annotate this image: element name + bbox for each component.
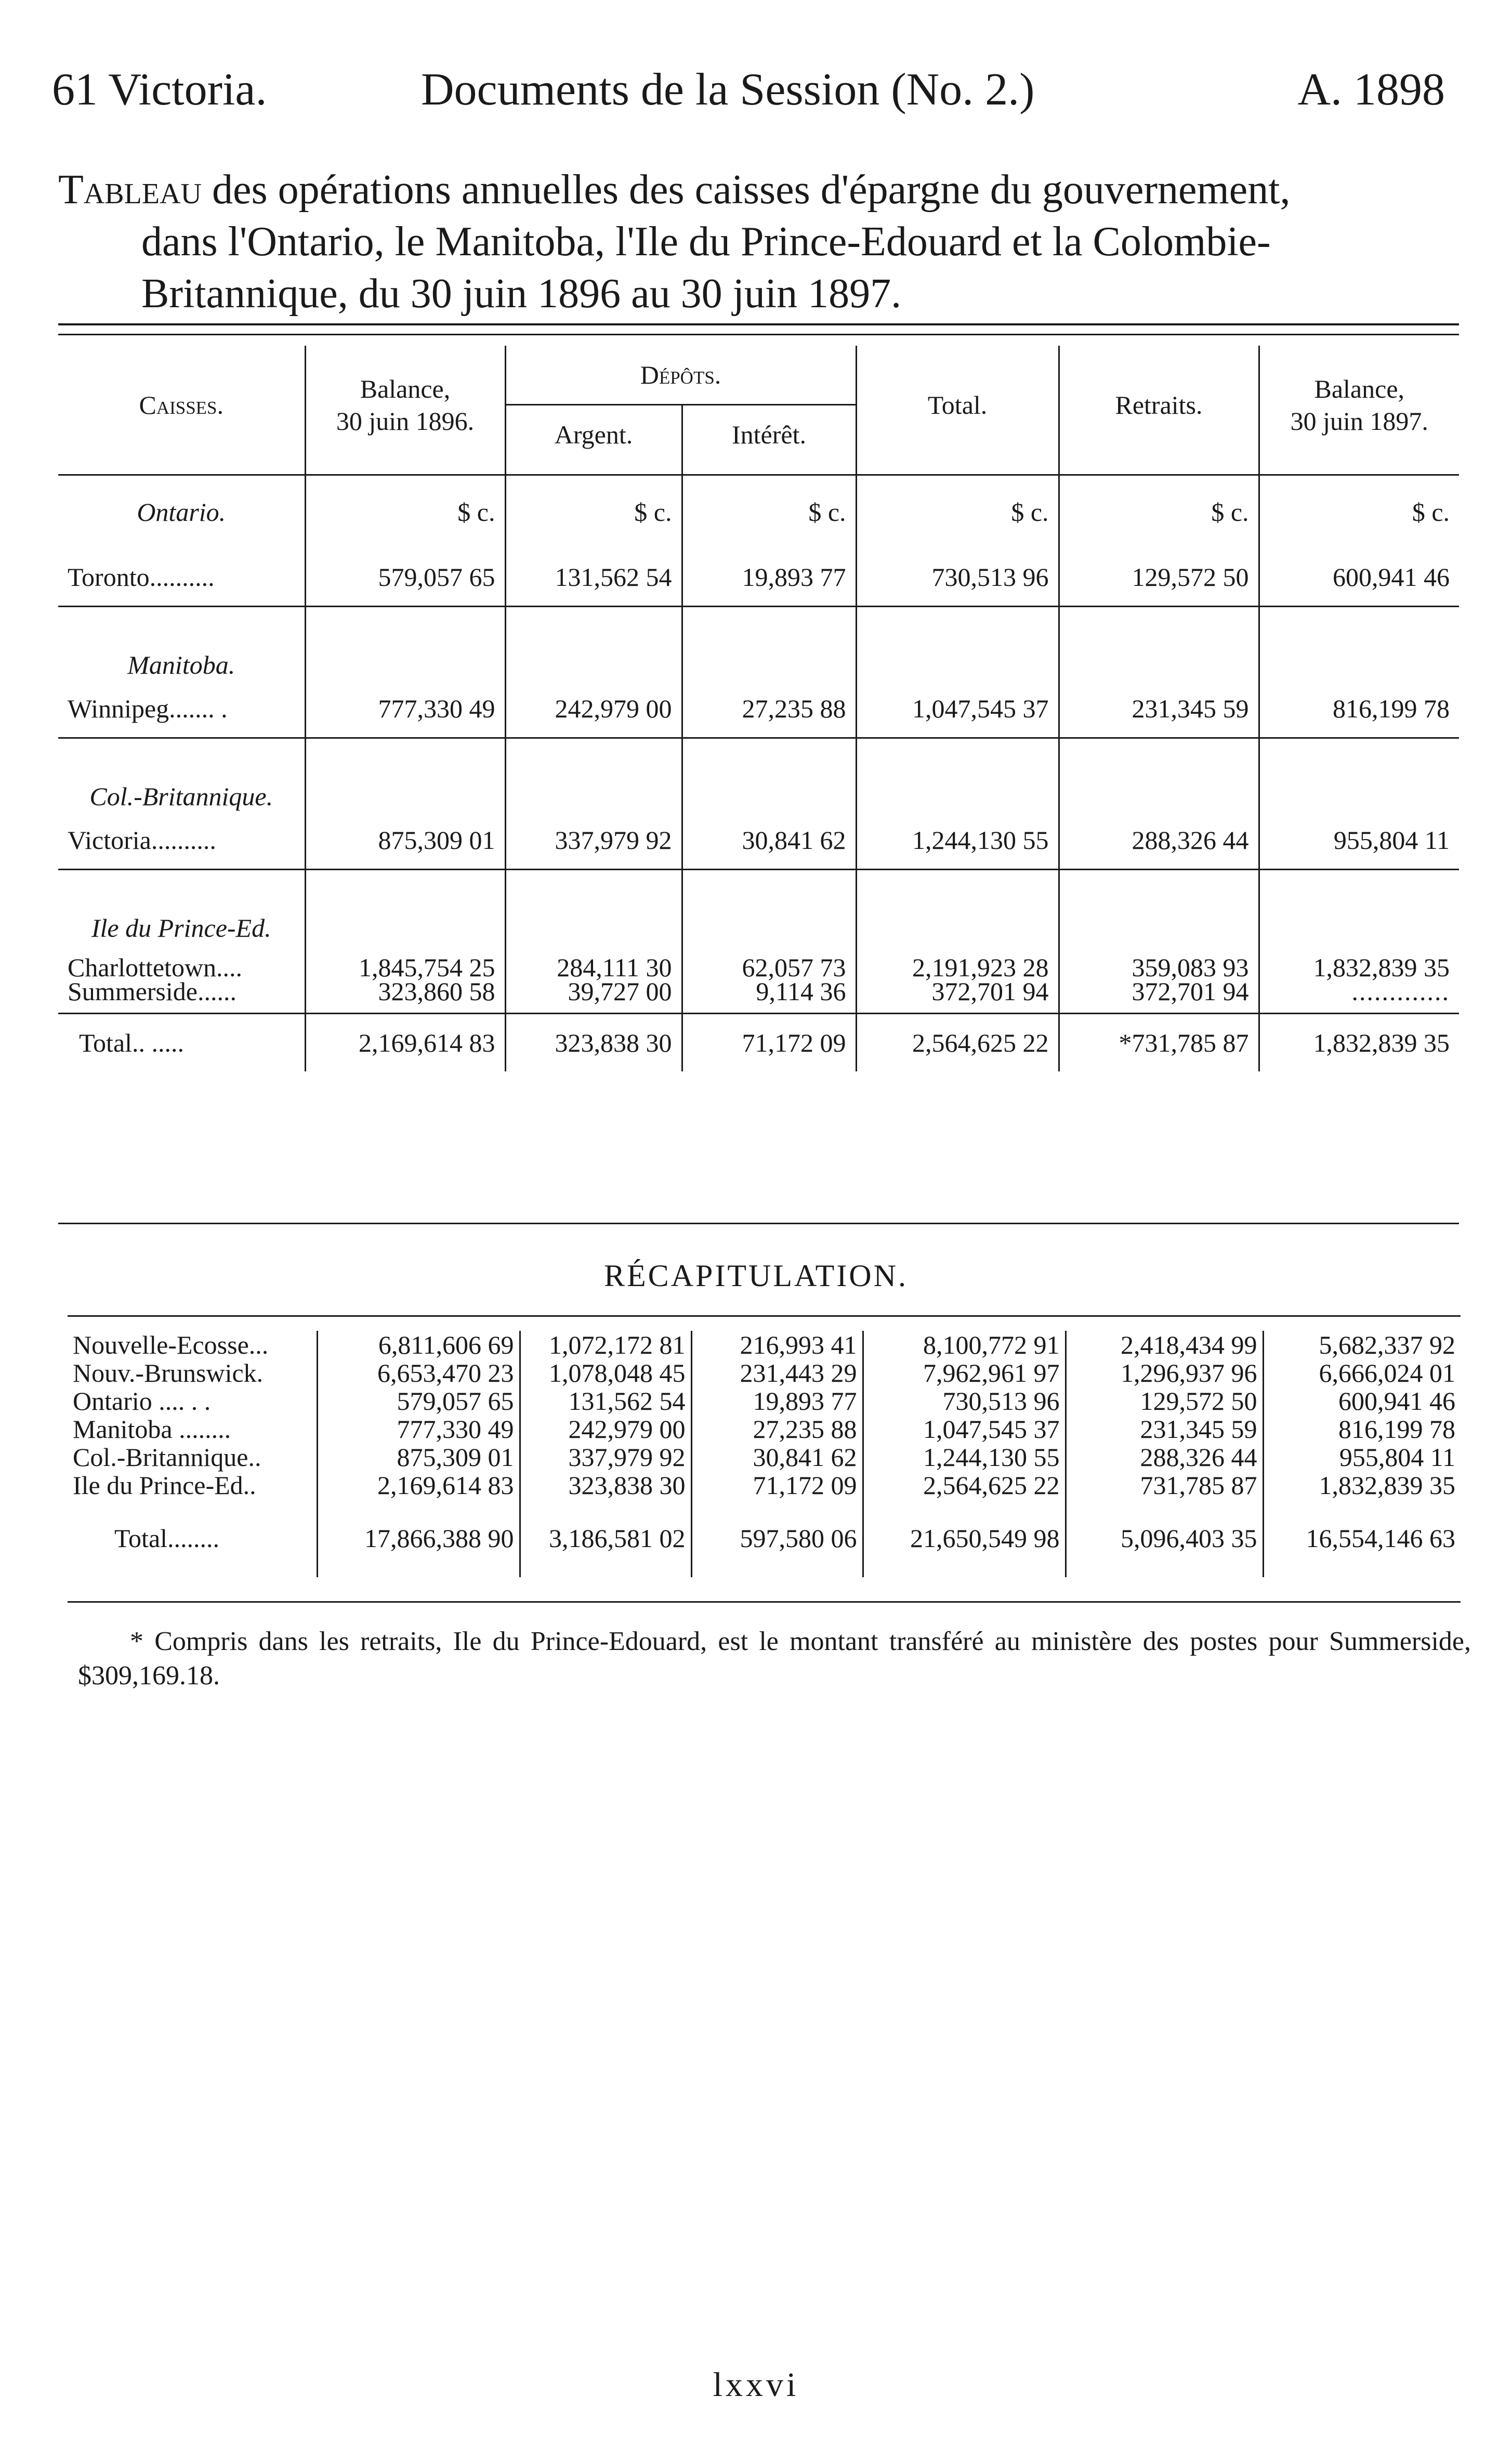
table-bottom-rule: [58, 1223, 1459, 1224]
cell: 39,727 00: [505, 979, 682, 1014]
cell: 30,841 62: [691, 1443, 863, 1471]
cell: 323,838 30: [505, 1014, 682, 1072]
cell: 730,513 96: [863, 1387, 1066, 1415]
unit-label: $ c.: [305, 475, 505, 549]
cell: 19,893 77: [691, 1387, 863, 1415]
row-name: Total.. .....: [79, 1028, 185, 1057]
row-name: Toronto..........: [58, 548, 305, 607]
header-caisses: Caisses.: [139, 390, 224, 420]
cell: 955,804 11: [1263, 1443, 1461, 1471]
cell: 597,580 06: [691, 1499, 863, 1577]
cell: 284,111 30: [505, 943, 682, 979]
recap-row: [68, 1415, 1461, 1443]
cell: 2,169,614 83: [317, 1471, 520, 1499]
province-ontario: Ontario.: [137, 497, 226, 527]
row-name: Ontario .... . .: [73, 1386, 211, 1416]
province-colombie-britannique: Col.-Britannique.: [89, 782, 273, 811]
cell: 129,572 50: [1066, 1387, 1263, 1415]
title-lead: Tableau: [58, 167, 202, 213]
header-total: Total.: [856, 346, 1059, 464]
cell: 8,100,772 91: [863, 1331, 1066, 1359]
cell: 2,191,923 28: [856, 943, 1059, 979]
cell: 9,114 36: [682, 979, 856, 1014]
header-depots: Dépôts.: [505, 346, 856, 405]
cell: 579,057 65: [305, 548, 505, 607]
row-name: Victoria..........: [58, 811, 305, 870]
cell: 71,172 09: [691, 1471, 863, 1499]
top-double-rule-upper: [58, 323, 1459, 325]
cell: 7,962,961 97: [863, 1359, 1066, 1387]
title-line-3: Britannique, du 30 juin 1896 au 30 juin 1897.: [141, 271, 902, 317]
unit-label: $ c.: [856, 475, 1059, 549]
cell: 242,979 00: [505, 680, 682, 738]
cell: 3,186,581 02: [520, 1499, 691, 1577]
cell: 337,979 92: [520, 1443, 691, 1471]
cell: 216,993 41: [691, 1331, 863, 1359]
cell: 2,169,614 83: [305, 1014, 505, 1072]
savings-bank-table: [58, 346, 1459, 1071]
cell: 1,832,839 35: [1259, 943, 1459, 979]
row-name: Charlottetown....: [68, 953, 243, 982]
cell: 323,860 58: [305, 979, 505, 1014]
recap-row: [68, 1443, 1461, 1471]
recap-row: [68, 1471, 1461, 1499]
header-interet: Intérêt.: [682, 405, 856, 464]
cell: 21,650,549 98: [863, 1499, 1066, 1577]
cell: 231,345 59: [1059, 680, 1259, 738]
cell: 579,057 65: [317, 1387, 520, 1415]
cell: 323,838 30: [520, 1471, 691, 1499]
cell: 731,785 87: [1066, 1471, 1263, 1499]
table-row: [58, 811, 1459, 870]
table-row: [58, 943, 1459, 979]
cell: 730,513 96: [856, 548, 1059, 607]
cell: 27,235 88: [691, 1415, 863, 1443]
cell: *731,785 87: [1059, 1014, 1259, 1072]
cell: 6,653,470 23: [317, 1359, 520, 1387]
cell: 372,701 94: [1059, 979, 1259, 1014]
cell: 955,804 11: [1259, 811, 1459, 870]
header-document-title: Documents de la Session (No. 2.): [421, 64, 1035, 115]
total-row: [58, 1014, 1459, 1072]
cell: 288,326 44: [1059, 811, 1259, 870]
cell: 359,083 93: [1059, 943, 1259, 979]
recap-row: [68, 1359, 1461, 1387]
cell: 600,941 46: [1259, 548, 1459, 607]
cell: 816,199 78: [1259, 680, 1459, 738]
cell: 777,330 49: [317, 1415, 520, 1443]
header-argent: Argent.: [505, 405, 682, 464]
cell: 71,172 09: [682, 1014, 856, 1072]
footnote: * Compris dans les retraits, Ile du Prince-Edouard, est le montant transféré au ministère des postes pour Summerside, $309,169.18.: [78, 1627, 1471, 1691]
row-name: Winnipeg....... .: [58, 680, 305, 738]
province-manitoba: Manitoba.: [127, 650, 235, 679]
cell: 1,047,545 37: [856, 680, 1059, 738]
title-line-1: des opérations annuelles des caisses d'épargne du gouvernement,: [201, 167, 1291, 213]
header-session: 61 Victoria.: [52, 64, 267, 115]
cell: 1,244,130 55: [856, 811, 1059, 870]
cell: 242,979 00: [520, 1415, 691, 1443]
cell: 600,941 46: [1263, 1387, 1461, 1415]
header-year: A. 1898: [1297, 64, 1445, 115]
units-row: [58, 475, 1459, 549]
cell: 1,244,130 55: [863, 1443, 1066, 1471]
province-ile-du-prince-edouard: Ile du Prince-Ed.: [91, 913, 271, 942]
table-row: [58, 979, 1459, 1014]
row-name: Ile du Prince-Ed..: [73, 1471, 256, 1500]
cell: 288,326 44: [1066, 1443, 1263, 1471]
cell: 875,309 01: [305, 811, 505, 870]
cell: 2,564,625 22: [863, 1471, 1066, 1499]
cell: 1,072,172 81: [520, 1331, 691, 1359]
header-retraits: Retraits.: [1059, 346, 1259, 464]
row-name: Col.-Britannique..: [73, 1443, 261, 1472]
page-number: lxxvi: [713, 2366, 799, 2404]
header-balance-1897: Balance, 30 juin 1897.: [1259, 346, 1459, 464]
unit-label: $ c.: [1059, 475, 1259, 549]
cell: .............: [1259, 979, 1459, 1014]
cell: 131,562 54: [505, 548, 682, 607]
cell: 1,845,754 25: [305, 943, 505, 979]
unit-label: $ c.: [682, 475, 856, 549]
unit-label: $ c.: [505, 475, 682, 549]
unit-label: $ c.: [1259, 475, 1459, 549]
recap-total-row: [68, 1499, 1461, 1577]
title-line-2: dans l'Ontario, le Manitoba, l'Ile du Prince-Edouard et la Colombie-: [141, 219, 1271, 265]
cell: 231,443 29: [691, 1359, 863, 1387]
row-name: Summerside......: [58, 979, 305, 1014]
cell: 1,047,545 37: [863, 1415, 1066, 1443]
cell: 777,330 49: [305, 680, 505, 738]
cell: 231,345 59: [1066, 1415, 1263, 1443]
cell: 5,096,403 35: [1066, 1499, 1263, 1577]
row-name: Manitoba ........: [73, 1415, 231, 1444]
cell: 337,979 92: [505, 811, 682, 870]
cell: 16,554,146 63: [1263, 1499, 1461, 1577]
header-balance-1896: Balance, 30 juin 1896.: [305, 346, 505, 464]
cell: 6,666,024 01: [1263, 1359, 1461, 1387]
cell: 19,893 77: [682, 548, 856, 607]
cell: 6,811,606 69: [317, 1331, 520, 1359]
recap-bottom-rule: [68, 1601, 1461, 1603]
cell: 1,832,839 35: [1263, 1471, 1461, 1499]
cell: 1,832,839 35: [1259, 1014, 1459, 1072]
recap-title: RÉCAPITULATION.: [604, 1259, 908, 1293]
top-double-rule-lower: [58, 334, 1459, 335]
cell: 5,682,337 92: [1263, 1331, 1461, 1359]
cell: 1,078,048 45: [520, 1359, 691, 1387]
cell: 27,235 88: [682, 680, 856, 738]
cell: 2,418,434 99: [1066, 1331, 1263, 1359]
row-name: Nouvelle-Ecosse...: [73, 1330, 269, 1359]
recap-table: [68, 1331, 1461, 1577]
cell: 816,199 78: [1263, 1415, 1461, 1443]
cell: 129,572 50: [1059, 548, 1259, 607]
recap-row: [68, 1387, 1461, 1415]
cell: 17,866,388 90: [317, 1499, 520, 1577]
recap-row: [68, 1331, 1461, 1359]
cell: 62,057 73: [682, 943, 856, 979]
table-title: [58, 164, 1451, 320]
running-header: [52, 61, 1445, 119]
cell: 1,296,937 96: [1066, 1359, 1263, 1387]
cell: 372,701 94: [856, 979, 1059, 1014]
table-row: [58, 548, 1459, 607]
recap-top-rule: [68, 1315, 1461, 1317]
cell: 875,309 01: [317, 1443, 520, 1471]
cell: 2,564,625 22: [856, 1014, 1059, 1072]
row-name: Total........: [114, 1524, 220, 1553]
cell: 131,562 54: [520, 1387, 691, 1415]
row-name: Nouv.-Brunswick.: [73, 1358, 264, 1387]
table-row: [58, 680, 1459, 738]
cell: 30,841 62: [682, 811, 856, 870]
